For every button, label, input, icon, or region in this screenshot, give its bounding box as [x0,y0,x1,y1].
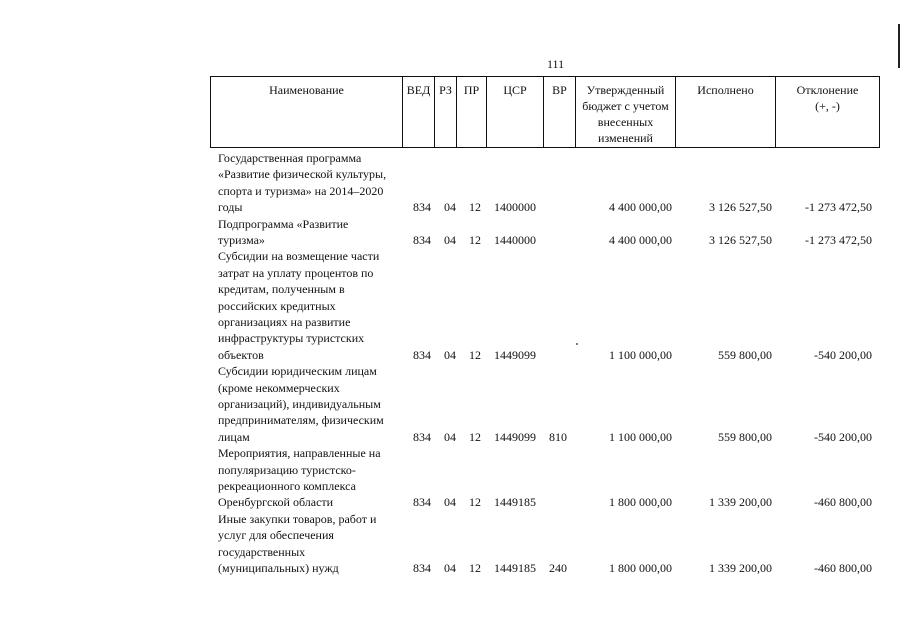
row-name: Субсидии юридическим лицам (кроме некоммерческих организаций), индивидуальным предпринимателям, физическим лицам [218,364,384,444]
row-approved: 1 100 000,00 [609,429,672,444]
row-ved: 834 [413,429,431,444]
row-csr: 1449099 [494,429,536,444]
table-row [0,248,905,363]
row-approved: 4 400 000,00 [609,200,672,215]
row-name: Мероприятия, направленные на популяризацию туристско- рекреационного комплекса Оренбургской области [218,446,381,510]
row-approved: 1 800 000,00 [609,495,672,510]
table-header [210,76,880,148]
header-executed: Исполнено [676,77,776,147]
row-approved: 1 800 000,00 [609,560,672,575]
header-pr: ПР [457,77,487,147]
row-csr: 1400000 [494,200,536,215]
row-executed: 3 126 527,50 [709,200,772,215]
table-row [0,363,905,445]
header-vr: ВР [544,77,576,147]
row-csr: 1449099 [494,347,536,362]
row-rz: 04 [444,560,456,575]
row-deviation: -460 800,00 [814,495,872,510]
row-rz: 04 [444,495,456,510]
table-row [0,511,905,577]
row-pr: 12 [469,347,481,362]
row-name: Субсидии на возмещение части затрат на уплату процентов по кредитам, полученным в российских кредитных организациях на развитие инфраструктуры туристских объектов [218,249,380,362]
row-executed: 3 126 527,50 [709,232,772,247]
row-executed: 559 800,00 [718,429,772,444]
row-pr: 12 [469,232,481,247]
scan-edge-mark [898,24,900,68]
header-name: Наименование [211,77,403,147]
row-name: Государственная программа «Развитие физической культуры, спорта и туризма» на 2014–2020 годы [218,151,387,215]
row-ved: 834 [413,200,431,215]
row-approved: 1 100 000,00 [609,347,672,362]
page-number: 111 [547,57,565,71]
row-pr: 12 [469,429,481,444]
row-deviation: -540 200,00 [814,429,872,444]
row-pr: 12 [469,200,481,215]
row-pr: 12 [469,495,481,510]
row-vr: 810 [549,429,567,444]
table-row [0,150,905,216]
row-ved: 834 [413,232,431,247]
row-csr: 1449185 [494,495,536,510]
row-deviation: -1 273 472,50 [805,200,872,215]
row-vr: 240 [549,560,567,575]
row-ved: 834 [413,347,431,362]
row-rz: 04 [444,347,456,362]
row-approved: 4 400 000,00 [609,232,672,247]
row-executed: 1 339 200,00 [709,560,772,575]
table-row [0,216,905,249]
header-rz: РЗ [435,77,457,147]
row-executed: 1 339 200,00 [709,495,772,510]
row-ved: 834 [413,560,431,575]
header-deviation: Отклонение (+, -) [796,83,859,113]
row-executed: 559 800,00 [718,347,772,362]
header-approved: Утвержденный бюджет с учетом внесенных изменений [576,77,676,147]
row-deviation: -540 200,00 [814,347,872,362]
row-deviation: -1 273 472,50 [805,232,872,247]
header-ved: ВЕД [403,77,435,147]
header-csr: ЦСР [487,77,544,147]
row-rz: 04 [444,429,456,444]
row-name: Подпрограмма «Развитие туризма» [218,216,349,247]
table-row [0,445,905,511]
row-csr: 1440000 [494,232,536,247]
row-deviation: -460 800,00 [814,560,872,575]
row-pr: 12 [469,560,481,575]
row-csr: 1449185 [494,560,536,575]
row-name: Иные закупки товаров, работ и услуг для обеспечения государственных (муниципальных) нужд [218,511,377,576]
row-rz: 04 [444,232,456,247]
row-ved: 834 [413,495,431,510]
row-rz: 04 [444,200,456,215]
